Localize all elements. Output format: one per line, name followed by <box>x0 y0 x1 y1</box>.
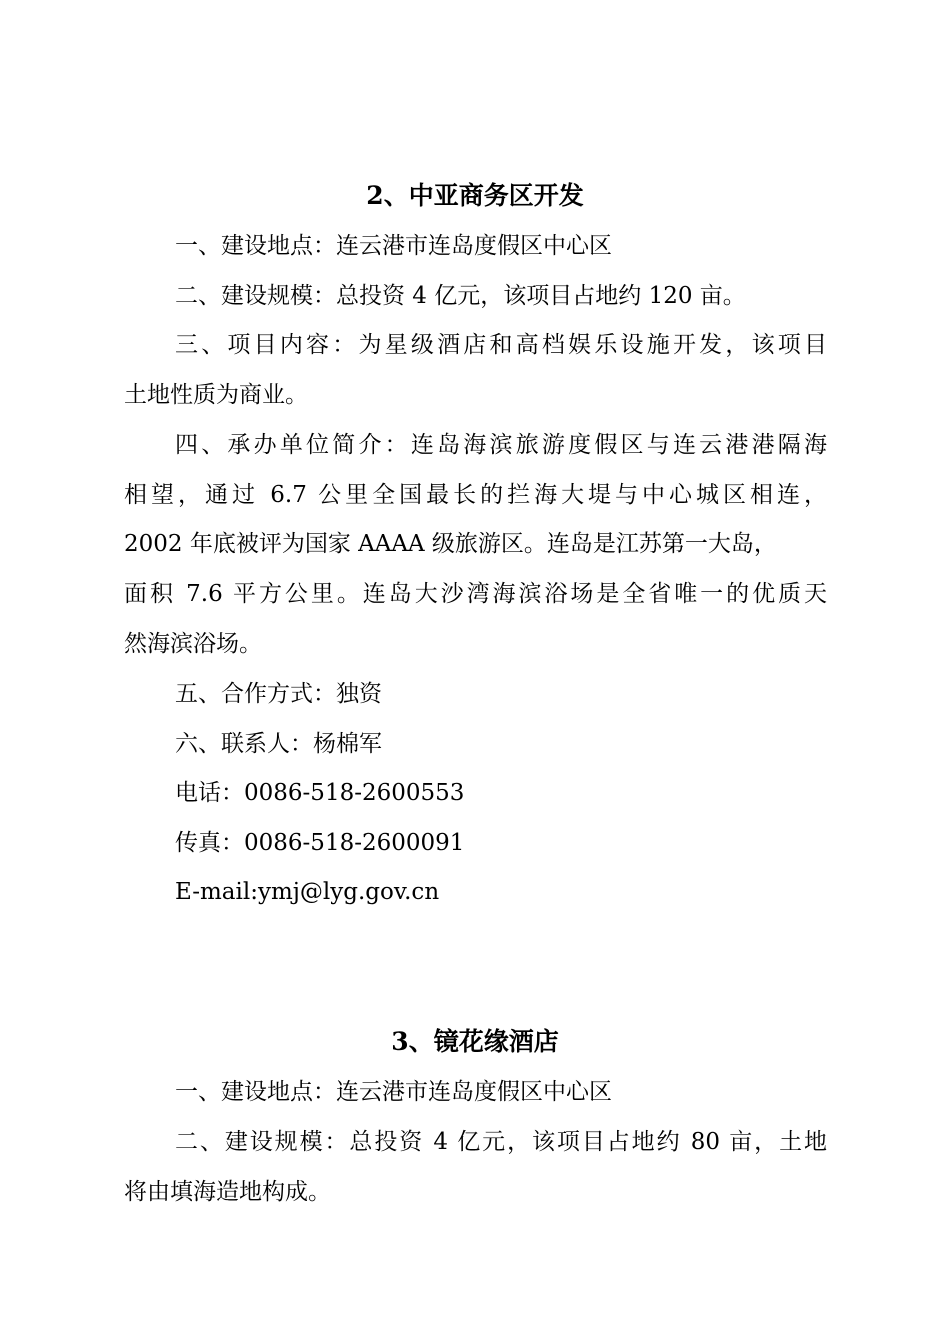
section-2-scale: 二、建设规模：总投资 4 亿元，该项目占地约 120 亩。 <box>175 283 746 309</box>
section-2-intro-line-4: 面积 7.6 平方公里。连岛大沙湾海滨浴场是全省唯一的优质天 <box>124 581 827 607</box>
section-2-cooperation: 五、合作方式：独资 <box>175 681 382 707</box>
section-2-contact: 六、联系人：杨棉军 <box>175 731 382 757</box>
section-2-phone: 电话：0086-518-2600553 <box>175 780 465 806</box>
section-2-intro-line-2: 相望，通过 6.7 公里全国最长的拦海大堤与中心城区相连， <box>124 482 827 508</box>
section-3-title: 3、镜花缘酒店 <box>391 1027 559 1056</box>
section-2-intro-line-5: 然海滨浴场。 <box>124 631 262 657</box>
section-2-intro-line-1: 四、承办单位简介：连岛海滨旅游度假区与连云港港隔海 <box>175 432 827 458</box>
section-2-email: E-mail:ymj@lyg.gov.cn <box>175 879 440 905</box>
section-2-intro-line-3: 2002 年底被评为国家 AAAA 级旅游区。连岛是江苏第一大岛， <box>124 531 777 557</box>
section-3-scale-line-1: 二、建设规模：总投资 4 亿元，该项目占地约 80 亩，土地 <box>175 1129 827 1155</box>
section-3-location: 一、建设地点：连云港市连岛度假区中心区 <box>175 1079 612 1105</box>
section-2-content-line-2: 土地性质为商业。 <box>124 382 308 408</box>
section-2-fax: 传真：0086-518-2600091 <box>175 830 465 856</box>
section-2-content-line-1: 三、项目内容：为星级酒店和高档娱乐设施开发，该项目 <box>175 332 827 358</box>
section-2-location: 一、建设地点：连云港市连岛度假区中心区 <box>175 233 612 259</box>
section-2-title: 2、中亚商务区开发 <box>366 181 584 210</box>
section-3-scale-line-2: 将由填海造地构成。 <box>124 1179 331 1205</box>
